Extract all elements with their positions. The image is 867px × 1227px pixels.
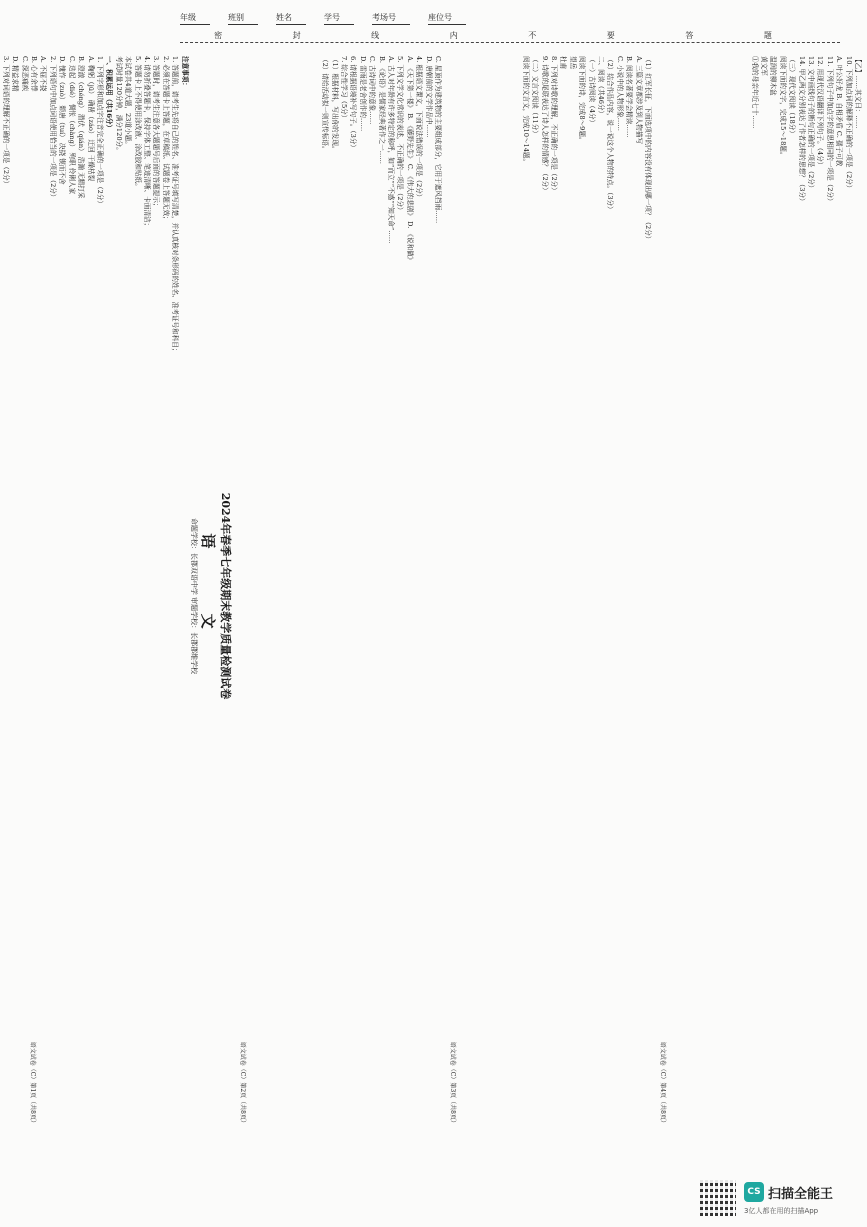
option: D. 愧怍（zuò） 颓唐（tuí） 决挠 锲而不舍 [58, 56, 67, 185]
option: B. 心有余悸 [30, 56, 39, 92]
option: A. 不屈不挠 [39, 56, 48, 92]
page-footer: 语文试卷（C）第4页（共8页） [659, 1041, 667, 1126]
text-line: 4. 根据语文课文，下面说法错误的一项是（2分） [415, 56, 424, 201]
text-line: 10. 下列加点词的解释不正确的一项是（2分） [844, 56, 853, 192]
page-4 [656, 56, 862, 1136]
seal-line-text: 密 封 线 内 不 要 答 题 [214, 31, 806, 40]
exam-info: 本试卷共4道大题，23道小题。 [124, 56, 133, 148]
page-footer: 语文试卷（C）第2页（共8页） [239, 1041, 247, 1126]
text-line: （2）结合作品内容，说一说这个人物的特点。（3分） [606, 56, 615, 213]
option: C. 迭起（dié） 惆怅（chàng） 殉职 伶俐人家 [67, 56, 76, 195]
text-line: 黄文军 [759, 56, 768, 76]
text-line: 8. 下列对诗歌的理解，不正确的一项是（2分） [549, 56, 558, 194]
text-line: 望岳 [568, 56, 577, 70]
text-line: 温润的柳木盆 [769, 56, 778, 96]
text-line: D. 唐朝前的文学作品中…… [424, 56, 433, 138]
text-line: 【乙】……其文曰：…… [854, 56, 862, 129]
notice-item: 2. 必须在答题卡上答题，在草稿纸、试题卷上答题无效； [161, 56, 170, 223]
text-line: 二、阅读（共46分） [596, 56, 605, 118]
text-line: （2）请给活动拟一则宣传标语。 [321, 56, 330, 153]
field-room: 考场号 [372, 12, 410, 25]
text-line: 6. 请根据语境补写句子。（3分） [349, 56, 358, 152]
qr-code-icon [700, 1180, 736, 1216]
text-line: 阅读下面的文字，完成15～18题。 [778, 56, 787, 159]
option: A. 鞠躬（jū） 确凿（záo） 迂回 干燥枯裂 [86, 56, 95, 182]
text-line: ①我的母亲年近七十…… [750, 56, 759, 129]
header-fields [180, 12, 840, 25]
scanner-brand: 扫描全能王 [768, 1187, 834, 1202]
exam-title: 2024年春季七年级期末教学质量检测试卷 [219, 492, 232, 700]
text-line: B. 阅读名著要学会精读…… [625, 56, 634, 138]
text-line: 5. 下列文学文化常识的表述，不正确的一项是（2分） [396, 56, 405, 214]
subject-title: 语 文 [199, 533, 217, 659]
option: C. 深恶痛疾 [20, 56, 29, 92]
question: 3. 下列对词语的理解不正确的一项是（2分） [1, 56, 10, 188]
text-line: （三）现代文阅读（18分） [788, 56, 797, 137]
text-line: （二）文言文阅读（11分） [531, 56, 540, 137]
notice-title: 注意事项： [180, 56, 189, 89]
text-line: 阅读下面的诗，完成8～9题。 [578, 56, 587, 144]
text-line: A. 古人对年龄有许多特定的称呼，如“而立”“不惑”“知天命”…… [386, 56, 395, 244]
text-line: 14. 甲乙两文分别表达了作者怎样的思想？（3分） [797, 56, 806, 205]
exam-info: 考试时量120分钟，满分120分。 [114, 56, 123, 154]
text-line: （1）红军长征，下面选项中的内容没有体现出哪一项？（2分） [644, 56, 652, 243]
field-seat: 座位号 [428, 12, 466, 25]
page-1 [1, 56, 232, 1136]
text-line: D. 雷雨是老舍创作的…… [358, 56, 367, 132]
page-2 [236, 56, 442, 1136]
field-name: 姓名 [276, 12, 306, 25]
text-line: C. 古诗词中的意象…… [368, 56, 377, 125]
question: 2. 下列语句中加点词语使用恰当的一项是（2分） [48, 56, 57, 201]
author-schools: 命题学校：长郡双语中学 审题学校：长郡郡维学校 [190, 517, 198, 675]
text-line: 7. 综合性学习（5分） [339, 56, 348, 122]
text-line: 杜甫 [559, 56, 568, 70]
scanner-tagline: 3亿人都在用的扫描App [744, 1207, 819, 1215]
seal-line [180, 42, 840, 43]
field-class: 班别 [228, 12, 258, 25]
text-line: 阅读下面的文言文，完成10～14题。 [521, 56, 530, 166]
page-footer: 语文试卷（C）第1页（共8页） [29, 1041, 37, 1126]
text-line: （一）古诗阅读（4分） [587, 56, 596, 127]
text-line: B. 《论语》是儒家经典著作之一…… [377, 56, 386, 164]
camscanner-logo-icon: CS [744, 1182, 764, 1202]
field-student-id: 学号 [324, 12, 354, 25]
text-line: C. 小说中的人物形象…… [615, 56, 624, 131]
field-grade: 年级 [180, 12, 210, 25]
text-line: 13. 文中画线句子的断句正确的一项是（2分） [806, 56, 815, 192]
scanner-watermark [700, 1180, 860, 1224]
text-line: A. 叶公好龙 B. 自相矛盾 C. 孺子可教 [835, 56, 844, 167]
notice-item: 3. 答题时，请考生注意各大题题号后面的答题提示； [152, 56, 161, 210]
exam-header [180, 12, 840, 52]
option: D. 精益求精 [11, 56, 20, 92]
text-line: （1）根据材料，写出你的发现。 [330, 56, 339, 153]
text-line: A. 三篇文章都涉及到人物描写 [634, 56, 643, 145]
text-line: A. 《天下第一楼》 B. 《藤野先生》 C. 《伟大的悲剧》 D. 《说和做》 [405, 56, 414, 264]
notice-item: 5. 答题卡上不得使用涂改液、涂改胶和贴纸。 [133, 56, 142, 190]
text-line: 9. 诗歌的尾联表达了诗人怎样的情感？（2分） [540, 56, 549, 194]
notice-item: 1. 答题前，请考生先将自己的姓名、准考证号填写清楚，并认真核对条形码的姓名、准考证号和科目； [171, 56, 180, 355]
text-line: 11. 下列句子中加点字的意思相同的一项是（2分） [825, 56, 834, 205]
text-line: C. 屋顶作为建筑物的主要组成部分，它用于遮风挡雨…… [434, 56, 442, 224]
question: 1. 下列字形和加点字注音完全正确的一项是（2分） [95, 56, 104, 208]
section-heading: 一、积累运用（共16分） [105, 56, 114, 132]
text-line: 12. 用现代汉语翻译下列句子。（4分） [816, 56, 825, 169]
page-3 [446, 56, 652, 1136]
page-footer: 语文试卷（C）第3页（共8页） [449, 1041, 457, 1126]
option: B. 澄澈（chéng） 潜伏（qián） 浩瀚 无精打采 [77, 56, 86, 199]
notice-item: 4. 请勿折叠答题卡，保持字体工整、笔迹清晰、卡面清洁； [142, 56, 151, 230]
